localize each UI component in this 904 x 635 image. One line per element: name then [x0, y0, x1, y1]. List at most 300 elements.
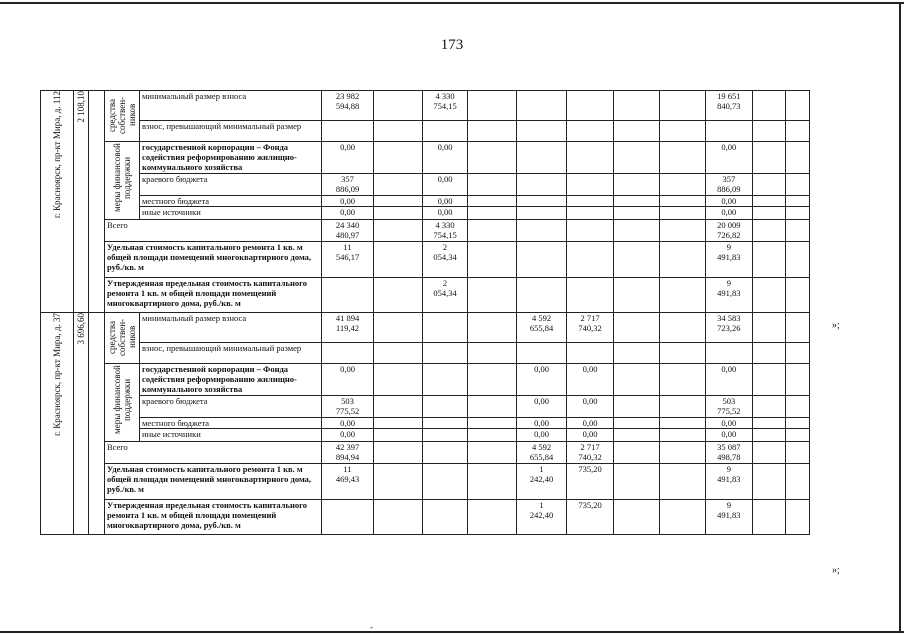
value-line: 2 [442, 278, 448, 288]
value-cell [613, 429, 659, 442]
value-line: 480,97 [335, 230, 360, 240]
value-line: 1 [539, 464, 544, 474]
value-cell [786, 196, 810, 207]
value-cell [613, 196, 659, 207]
value-cell [613, 278, 659, 313]
value-cell [374, 418, 423, 429]
value-line: 894,94 [335, 452, 360, 462]
value-line: 655,84 [529, 452, 554, 462]
value-cell [516, 91, 567, 121]
value-cell [422, 220, 467, 242]
value-cell [660, 220, 705, 242]
value-cell [753, 174, 786, 196]
value-cell [753, 207, 786, 220]
value-cell [321, 313, 374, 343]
value-cell [753, 220, 786, 242]
value-line: 491,83 [717, 474, 741, 484]
value-cell [516, 313, 567, 343]
value-cell [374, 313, 423, 343]
value-line: 9 [726, 464, 731, 474]
value-line: 0,00 [437, 207, 453, 217]
value-cell [468, 464, 517, 500]
value-cell [321, 464, 374, 500]
value-cell [786, 313, 810, 343]
row-label: государственной корпорации – Фонда содействия реформированию жилищно-коммунального хозяйства [140, 142, 322, 174]
right-border [899, 2, 901, 633]
value-cell [753, 343, 786, 364]
value-cell [567, 418, 613, 429]
value-cell [786, 464, 810, 500]
value-cell [567, 500, 613, 535]
value-cell [321, 142, 374, 174]
value-cell [567, 464, 613, 500]
row-label: иные источники [140, 429, 322, 442]
value-cell [786, 91, 810, 121]
value-cell [422, 500, 467, 535]
value-line: 469,43 [335, 474, 360, 484]
value-cell [613, 313, 659, 343]
value-cell [321, 91, 374, 121]
value-cell [786, 174, 810, 196]
value-line: 19 651 [717, 91, 741, 101]
value-cell [374, 343, 423, 364]
value-cell [786, 343, 810, 364]
value-cell [753, 364, 786, 396]
value-cell [468, 91, 517, 121]
row-label: местного бюджета [140, 418, 322, 429]
value-line: 11 [343, 242, 352, 252]
row-label: взнос, превышающий минимальный размер [140, 343, 322, 364]
value-line: 840,73 [717, 101, 741, 111]
value-line: 24 340 [335, 220, 360, 230]
value-cell [321, 121, 374, 142]
value-line: 054,34 [433, 252, 457, 262]
value-line: 0,00 [721, 196, 737, 206]
value-line: 0,00 [582, 396, 598, 406]
value-cell [567, 174, 613, 196]
value-cell [374, 442, 423, 464]
value-cell [753, 396, 786, 418]
value-cell [613, 364, 659, 396]
value-line: 503 [341, 396, 354, 406]
value-cell [567, 220, 613, 242]
value-cell [613, 464, 659, 500]
value-cell [705, 429, 752, 442]
value-cell [374, 142, 423, 174]
table-row [41, 174, 810, 196]
value-cell [613, 142, 659, 174]
value-cell [374, 174, 423, 196]
value-cell [613, 121, 659, 142]
value-cell [613, 174, 659, 196]
value-cell [705, 418, 752, 429]
value-cell [422, 464, 467, 500]
value-line: 4 592 [531, 313, 552, 323]
value-line: 655,84 [529, 323, 554, 333]
value-cell [321, 364, 374, 396]
value-cell [786, 429, 810, 442]
value-cell [753, 313, 786, 343]
value-cell [786, 278, 810, 313]
table-row [41, 343, 810, 364]
table-row [41, 207, 810, 220]
value-cell [374, 464, 423, 500]
value-cell [321, 196, 374, 207]
table-row [41, 396, 810, 418]
area-cell [74, 313, 89, 535]
value-cell [516, 278, 567, 313]
value-line: 9 [726, 242, 731, 252]
value-cell [422, 418, 467, 429]
table-row [41, 121, 810, 142]
row-label: минимальный размер взноса [140, 91, 322, 121]
value-cell [567, 91, 613, 121]
value-line: 491,83 [717, 510, 741, 520]
group-own-funds [104, 313, 139, 364]
value-cell [468, 418, 517, 429]
value-cell [567, 313, 613, 343]
value-cell [374, 196, 423, 207]
value-line: 2 717 [580, 313, 600, 323]
value-cell [786, 142, 810, 174]
row-label: Удельная стоимость капитального ремонта 1 кв. м общей площади помещений многоквартирного дома, руб./кв. м [104, 242, 321, 278]
value-cell [516, 429, 567, 442]
area-cell [74, 91, 89, 313]
row-label: иные источники [140, 207, 322, 220]
value-cell [660, 429, 705, 442]
table-row [41, 196, 810, 207]
value-line: 886,09 [717, 184, 741, 194]
value-cell [321, 174, 374, 196]
value-cell [468, 142, 517, 174]
value-cell [374, 500, 423, 535]
value-line: 594,88 [335, 101, 360, 111]
row-label: Всего [104, 442, 321, 464]
value-cell [422, 343, 467, 364]
value-cell [468, 313, 517, 343]
row-label: Всего [104, 220, 321, 242]
value-cell [705, 278, 752, 313]
group-financial-support [104, 364, 139, 442]
value-cell [516, 442, 567, 464]
value-cell [786, 418, 810, 429]
address-label: г. Красноярск, пр-кт Мира, д. 112 [52, 91, 62, 219]
value-line: 34 583 [717, 313, 741, 323]
value-cell [660, 242, 705, 278]
value-line: 0,00 [437, 196, 453, 206]
value-line: 4 592 [531, 442, 552, 452]
value-line: 0,00 [340, 418, 355, 428]
value-line: 0,00 [340, 142, 355, 152]
value-line: 0,00 [437, 142, 453, 152]
value-cell [422, 91, 467, 121]
value-cell [468, 174, 517, 196]
value-line: 775,52 [335, 406, 360, 416]
value-cell [516, 121, 567, 142]
table-row [41, 91, 810, 121]
table-row [41, 500, 810, 535]
value-cell [705, 121, 752, 142]
value-cell [516, 464, 567, 500]
table-row [41, 242, 810, 278]
value-line: 357 [722, 174, 736, 184]
value-cell [468, 396, 517, 418]
value-cell [374, 207, 423, 220]
value-cell [567, 207, 613, 220]
quote-mark-1: »; [832, 320, 840, 331]
value-line: 23 982 [335, 91, 360, 101]
value-cell [705, 464, 752, 500]
value-line: 0,00 [534, 429, 549, 439]
value-cell [321, 220, 374, 242]
value-cell [786, 396, 810, 418]
value-cell [753, 91, 786, 121]
value-cell [516, 220, 567, 242]
value-cell [516, 343, 567, 364]
value-cell [374, 429, 423, 442]
group-own-funds [104, 91, 139, 142]
row-label: краевого бюджета [140, 396, 322, 418]
value-cell [753, 242, 786, 278]
value-cell [753, 464, 786, 500]
value-line: 0,00 [437, 174, 453, 184]
value-line: 357 [341, 174, 354, 184]
tail-mark: - [370, 622, 373, 632]
row-label: взнос, превышающий минимальный размер [140, 121, 322, 142]
value-cell [613, 442, 659, 464]
value-cell [567, 121, 613, 142]
value-line: 740,32 [578, 323, 602, 333]
value-cell [321, 429, 374, 442]
value-cell [705, 396, 752, 418]
value-cell [468, 220, 517, 242]
value-line: 491,83 [717, 252, 741, 262]
value-line: 054,34 [433, 288, 457, 298]
value-cell [468, 442, 517, 464]
value-line: 735,20 [578, 464, 602, 474]
value-line: 119,42 [335, 323, 360, 333]
value-cell [786, 242, 810, 278]
value-cell [660, 121, 705, 142]
group-fin-label: меры финансовой поддержки [112, 143, 132, 213]
value-cell [660, 343, 705, 364]
value-line: 2 [442, 242, 448, 252]
value-line: 0,00 [721, 418, 737, 428]
value-cell [374, 121, 423, 142]
value-line: 886,09 [335, 184, 360, 194]
value-line: 35 087 [717, 442, 741, 452]
value-cell [422, 396, 467, 418]
value-cell [422, 207, 467, 220]
value-cell [567, 396, 613, 418]
value-line: 0,00 [582, 418, 598, 428]
value-line: 0,00 [721, 207, 737, 217]
value-cell [422, 142, 467, 174]
table-row [41, 464, 810, 500]
value-cell [613, 396, 659, 418]
value-cell [321, 396, 374, 418]
value-cell [753, 442, 786, 464]
value-cell [321, 418, 374, 429]
value-cell [753, 418, 786, 429]
value-cell [786, 500, 810, 535]
row-label: Утвержденная предельная стоимость капитального ремонта 1 кв. м общей площади помещений многоквартирного дома, руб./кв. м [104, 278, 321, 313]
value-cell [613, 418, 659, 429]
value-line: 0,00 [534, 396, 549, 406]
value-cell [374, 242, 423, 278]
value-line: 723,26 [717, 323, 741, 333]
table-row [41, 442, 810, 464]
value-cell [422, 429, 467, 442]
value-cell [567, 364, 613, 396]
value-cell [660, 278, 705, 313]
value-cell [567, 142, 613, 174]
value-line: 726,82 [717, 230, 741, 240]
group-fin-label: меры финансовой поддержки [112, 365, 132, 435]
value-cell [753, 196, 786, 207]
value-line: 20 009 [717, 220, 741, 230]
value-cell [753, 500, 786, 535]
value-cell [374, 396, 423, 418]
value-line: 498,78 [717, 452, 741, 462]
table-row [41, 220, 810, 242]
value-cell [613, 220, 659, 242]
value-cell [786, 364, 810, 396]
value-line: 42 397 [335, 442, 360, 452]
table-row [41, 364, 810, 396]
value-line: 242,40 [529, 474, 554, 484]
value-line: 0,00 [534, 364, 549, 374]
value-cell [705, 196, 752, 207]
value-cell [705, 343, 752, 364]
value-cell [705, 442, 752, 464]
value-cell [468, 242, 517, 278]
value-line: 0,00 [534, 418, 549, 428]
value-cell [468, 364, 517, 396]
value-cell [374, 91, 423, 121]
group-financial-support [104, 142, 139, 220]
value-cell [660, 500, 705, 535]
value-cell [516, 207, 567, 220]
value-line: 491,83 [717, 288, 741, 298]
value-cell [705, 174, 752, 196]
value-line: 0,00 [721, 364, 737, 374]
value-cell [516, 174, 567, 196]
bottom-border [0, 631, 904, 633]
page-number: 173 [440, 37, 464, 53]
value-line: 0,00 [340, 429, 355, 439]
value-line: 9 [726, 500, 731, 510]
value-cell [753, 429, 786, 442]
quote-mark-2: »; [832, 565, 840, 576]
value-line: 11 [343, 464, 352, 474]
value-line: 754,15 [433, 101, 457, 111]
value-line: 0,00 [340, 196, 355, 206]
empty-cell [89, 91, 104, 313]
value-cell [516, 142, 567, 174]
value-cell [321, 442, 374, 464]
row-label: Утвержденная предельная стоимость капитального ремонта 1 кв. м общей площади помещений многоквартирного дома, руб./кв. м [104, 500, 321, 535]
value-line: 503 [722, 396, 736, 406]
value-cell [613, 207, 659, 220]
value-cell [422, 442, 467, 464]
empty-cell [89, 313, 104, 535]
value-cell [567, 429, 613, 442]
repair-cost-table [40, 90, 810, 535]
value-cell [613, 91, 659, 121]
value-cell [567, 343, 613, 364]
row-label: местного бюджета [140, 196, 322, 207]
value-line: 1 [539, 500, 544, 510]
value-cell [786, 207, 810, 220]
value-line: 2 717 [580, 442, 600, 452]
value-cell [753, 278, 786, 313]
value-cell [613, 343, 659, 364]
value-cell [516, 396, 567, 418]
area-value: 3 696,60 [76, 313, 87, 345]
value-cell [516, 196, 567, 207]
row-label: краевого бюджета [140, 174, 322, 196]
value-line: 754,15 [433, 230, 457, 240]
value-cell [567, 196, 613, 207]
value-cell [660, 313, 705, 343]
value-cell [468, 278, 517, 313]
value-cell [468, 429, 517, 442]
value-cell [660, 174, 705, 196]
value-cell [321, 207, 374, 220]
value-line: 740,32 [578, 452, 602, 462]
value-line: 0,00 [721, 429, 737, 439]
value-cell [321, 278, 374, 313]
value-cell [705, 207, 752, 220]
value-cell [660, 91, 705, 121]
value-cell [422, 121, 467, 142]
value-cell [660, 442, 705, 464]
value-cell [422, 174, 467, 196]
value-cell [422, 196, 467, 207]
value-line: 735,20 [578, 500, 602, 510]
value-cell [660, 196, 705, 207]
value-cell [786, 220, 810, 242]
value-cell [374, 278, 423, 313]
value-cell [516, 242, 567, 278]
value-cell [468, 196, 517, 207]
value-cell [321, 242, 374, 278]
value-cell [321, 343, 374, 364]
top-border [0, 2, 904, 4]
value-cell [468, 121, 517, 142]
value-cell [753, 142, 786, 174]
value-line: 775,52 [717, 406, 741, 416]
value-cell [786, 442, 810, 464]
row-label: минимальный размер взноса [140, 313, 322, 343]
value-cell [705, 313, 752, 343]
table-row [41, 278, 810, 313]
group-own-label: средства собствен-ников [107, 318, 137, 356]
value-line: 4 330 [435, 220, 455, 230]
value-cell [468, 500, 517, 535]
value-cell [705, 500, 752, 535]
value-cell [422, 364, 467, 396]
value-line: 4 330 [435, 91, 455, 101]
area-value: 2 108,10 [76, 91, 87, 123]
value-cell [660, 364, 705, 396]
address-label: г. Красноярск, пр-кт Мира, д. 37 [52, 313, 62, 436]
value-cell [705, 364, 752, 396]
value-cell [660, 207, 705, 220]
value-cell [422, 278, 467, 313]
value-line: 242,40 [529, 510, 554, 520]
